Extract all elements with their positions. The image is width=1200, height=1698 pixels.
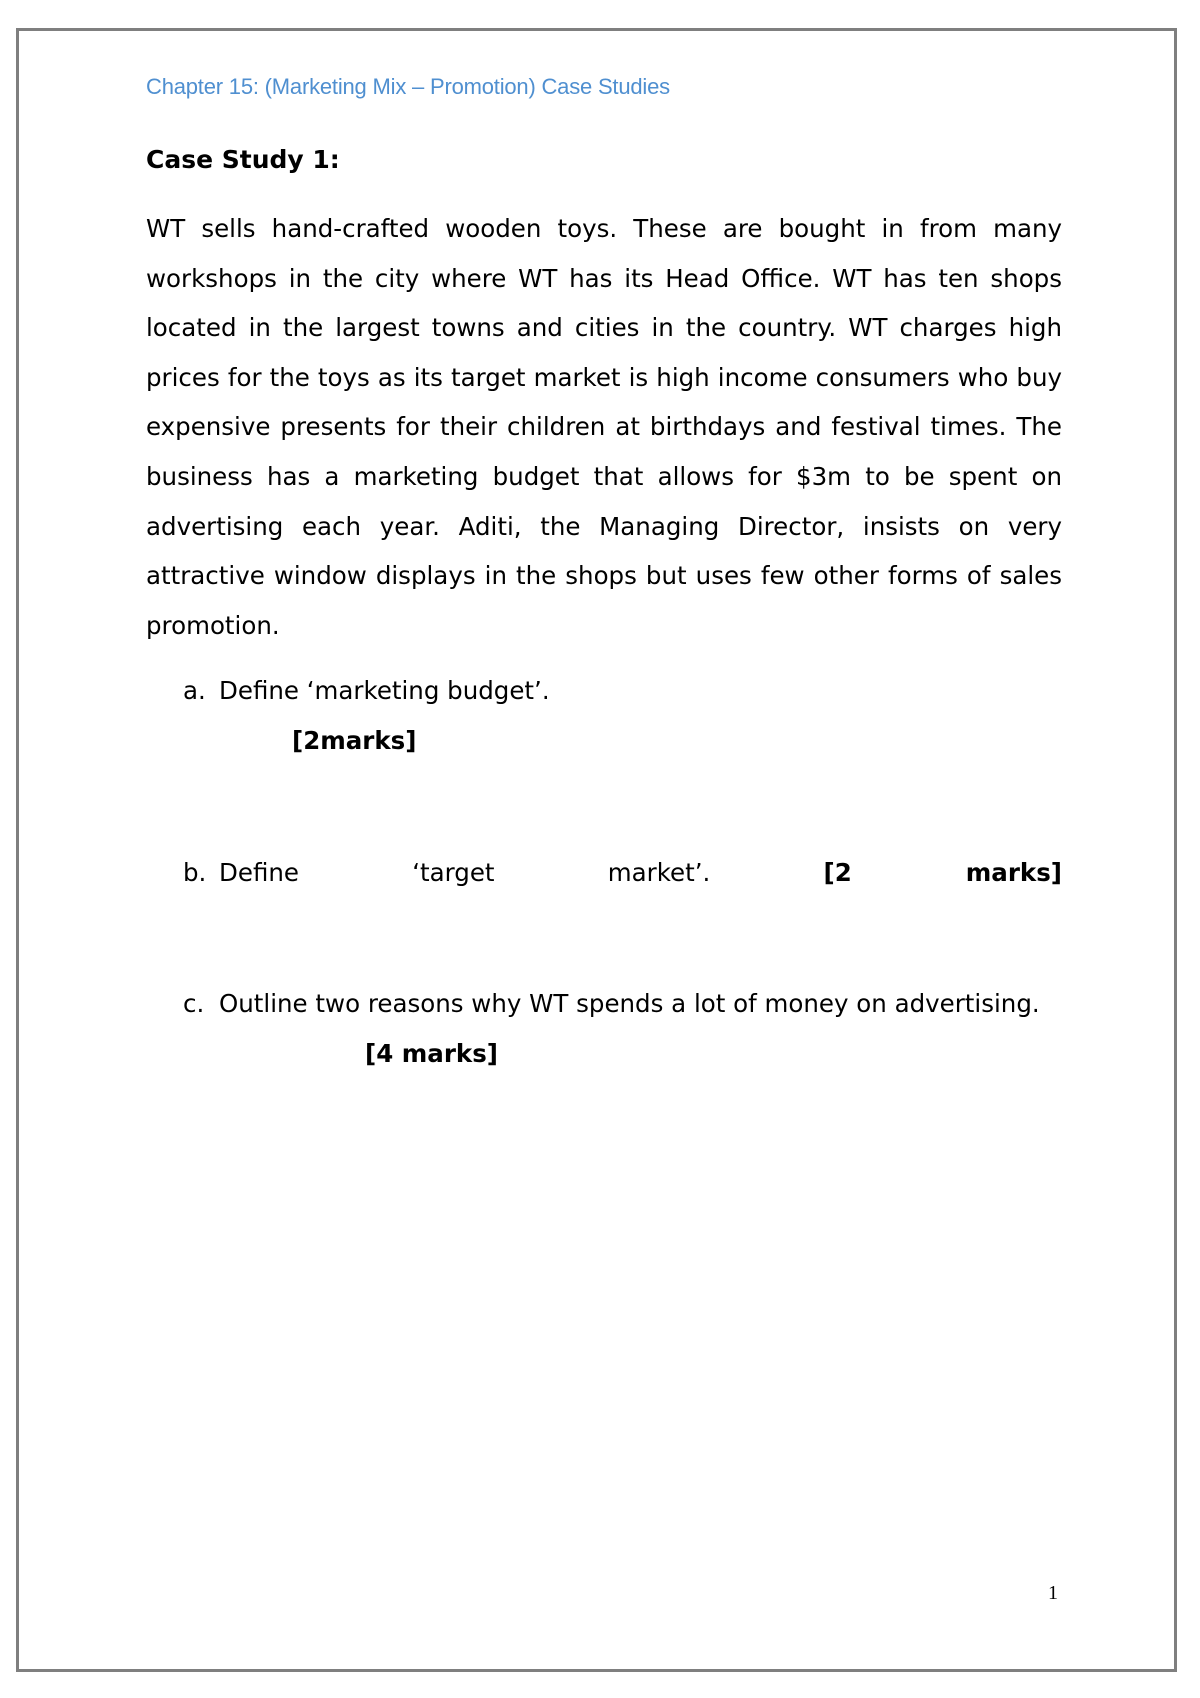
page-content [146,70,1062,1078]
case-study-title: Case Study 1: [146,145,340,174]
question-marks: [4 marks] [365,1038,498,1068]
question-c [146,979,1062,1078]
question-letter: a. [183,676,206,706]
page-header: Chapter 15: (Marketing Mix – Promotion) Case Studies [146,74,670,99]
case-study-text: WT sells hand-crafted wooden toys. These are bought in from many workshops in the city where WT has its Head Office. WT has ten shops located in the largest towns and cities in the country. WT charges high prices for the toys as its target market is high income consumers who buy expensive presents for their children at birthdays and festival times. The business has a marketing budget that allows for $3m to be spent on advertising each year. Aditi, the Managing Director, insists on very attractive window displays in the shops but uses few other forms of sales promotion. [146,214,1062,640]
question-text-with-marks [219,848,1062,898]
question-b [146,848,1062,898]
question-list [146,666,1062,1078]
question-marks: [2 marks] [823,857,1062,887]
question-letter: c. [183,989,205,1019]
question-letter: b. [183,857,207,887]
question-text: Define ‘target market’. [219,857,711,887]
question-text: Define ‘marketing budget’. [219,676,550,706]
page-number: 1 [1048,1582,1058,1604]
question-marks: [2marks] [292,725,417,755]
question-text: Outline two reasons why WT spends a lot of money on advertising. [219,989,1040,1019]
question-a [146,666,1062,765]
